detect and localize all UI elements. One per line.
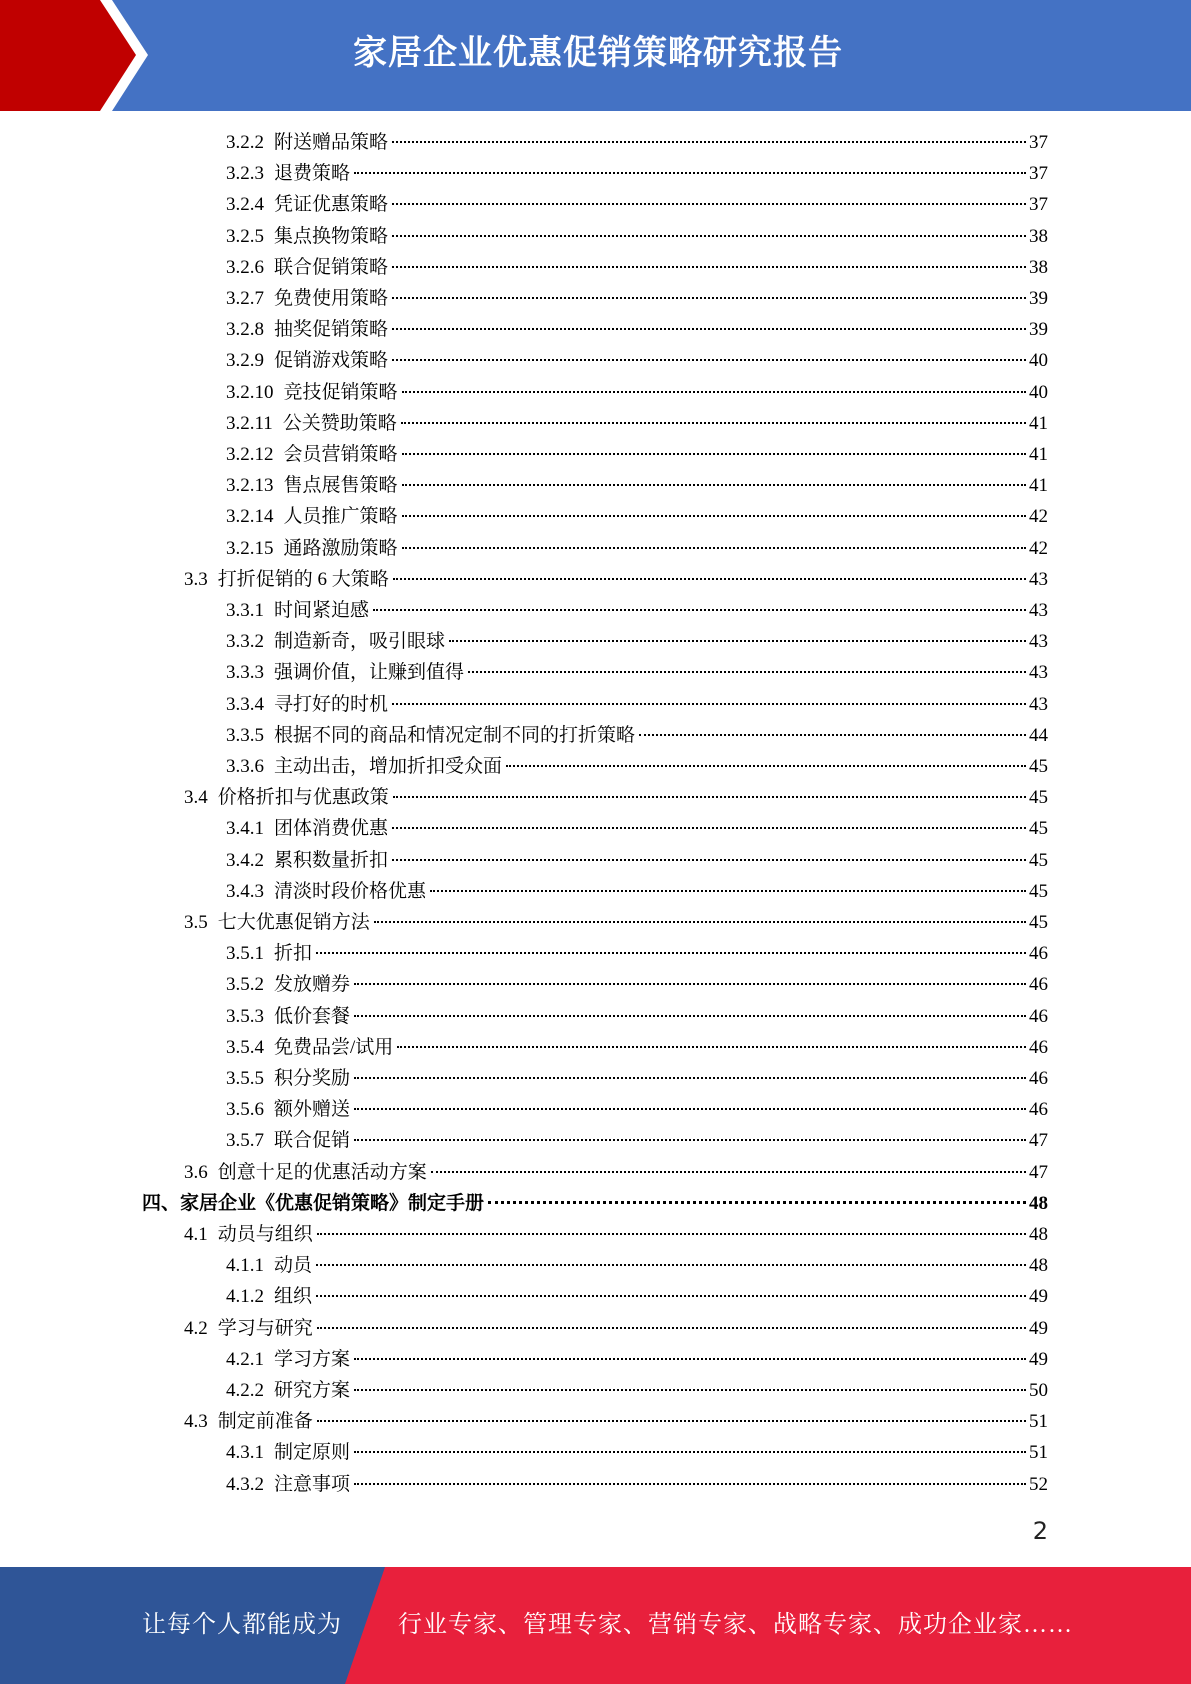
page-header — [0, 0, 1191, 111]
toc-entry-page: 45 — [1029, 880, 1048, 902]
toc-dot-leader — [639, 734, 1026, 736]
toc-entry-title: 时间紧迫感 — [274, 600, 370, 621]
toc-entry-title: 价格折扣与优惠政策 — [217, 787, 389, 809]
toc-entry[interactable] — [226, 938, 1048, 969]
toc-entry-page: 47 — [1029, 1130, 1048, 1152]
toc-dot-leader — [354, 1483, 1026, 1485]
toc-entry-title: 寻打好的时机 — [274, 693, 389, 715]
toc-entry-number: 3.3 — [184, 568, 208, 590]
toc-entry-title: 注意事项 — [274, 1473, 351, 1495]
toc-entry-title: 免费使用策略 — [274, 288, 389, 309]
toc-dot-leader — [374, 921, 1026, 923]
toc-entry-number: 3.5.3 — [226, 1005, 264, 1027]
toc-entry-page: 41 — [1029, 412, 1048, 434]
toc-entry-title: 低价套餐 — [274, 1005, 351, 1027]
toc-dot-leader — [354, 172, 1026, 174]
toc-dot-leader — [488, 1201, 1026, 1204]
toc-entry-title: 促销游戏策略 — [274, 350, 389, 372]
toc-entry-number: 3.2.7 — [226, 288, 264, 309]
toc-entry-title: 通路激励策略 — [283, 537, 398, 559]
toc-entry-page: 43 — [1029, 568, 1048, 590]
toc-entry-page: 42 — [1029, 506, 1048, 528]
toc-entry-title: 人员推广策略 — [283, 506, 398, 528]
toc-dot-leader — [402, 515, 1026, 517]
toc-entry[interactable] — [226, 439, 1048, 470]
toc-entry-title: 学习与研究 — [217, 1317, 313, 1339]
toc-entry-title: 附送赠品策略 — [274, 132, 389, 153]
toc-entry-page: 48 — [1029, 1192, 1048, 1214]
toc-entry[interactable] — [226, 408, 1048, 439]
toc-dot-leader — [468, 671, 1026, 673]
toc-entry[interactable] — [226, 751, 1048, 782]
toc-dot-leader — [402, 484, 1026, 486]
toc-dot-leader — [354, 1077, 1026, 1079]
toc-entry-number: 4.3.2 — [226, 1473, 264, 1495]
toc-entry[interactable] — [226, 1032, 1048, 1063]
toc-entry-title: 集点换物策略 — [274, 225, 389, 247]
toc-entry-title: 竞技促销策略 — [283, 381, 398, 403]
toc-entry[interactable] — [226, 501, 1048, 532]
toc-dot-leader — [317, 1233, 1026, 1235]
toc-entry-title: 退费策略 — [274, 163, 351, 185]
toc-dot-leader — [392, 297, 1026, 299]
toc-dot-leader — [402, 453, 1026, 455]
toc-entry-title: 累积数量折扣 — [274, 849, 389, 871]
toc-entry[interactable] — [226, 377, 1048, 408]
toc-dot-leader — [402, 391, 1026, 393]
toc-entry-number: 3.3.3 — [226, 662, 264, 684]
toc-entry-number: 3.2.4 — [226, 194, 264, 216]
toc-entry[interactable] — [226, 1063, 1048, 1094]
toc-entry-number: 3.4.3 — [226, 880, 264, 902]
toc-dot-leader — [392, 141, 1026, 143]
toc-entry[interactable] — [226, 221, 1048, 252]
toc-entry-title: 免费品尝/试用 — [274, 1036, 394, 1058]
toc-entry[interactable] — [226, 657, 1048, 688]
toc-entry-page: 45 — [1029, 849, 1048, 871]
toc-entry[interactable] — [226, 533, 1048, 564]
toc-entry[interactable] — [184, 564, 1048, 595]
toc-entry-title: 联合促销策略 — [274, 256, 389, 278]
toc-entry-title: 售点展售策略 — [283, 475, 398, 497]
toc-entry[interactable] — [226, 470, 1048, 501]
page-footer — [0, 1567, 1191, 1684]
toc-dot-leader — [373, 609, 1026, 611]
toc-entry-page: 42 — [1029, 537, 1048, 559]
toc-entry-title: 组织 — [274, 1286, 313, 1308]
toc-dot-leader — [354, 1451, 1026, 1453]
toc-dot-leader — [392, 827, 1026, 829]
toc-entry-page: 37 — [1029, 132, 1048, 153]
toc-dot-leader — [354, 1015, 1026, 1017]
toc-dot-leader — [354, 1108, 1026, 1110]
toc-entry[interactable] — [226, 345, 1048, 376]
toc-dot-leader — [354, 983, 1026, 985]
toc-entry-number: 3.3.5 — [226, 724, 264, 746]
toc-entry-page: 37 — [1029, 163, 1048, 185]
toc-entry-title: 制定原则 — [274, 1442, 351, 1464]
toc-entry-page: 37 — [1029, 194, 1048, 216]
toc-entry[interactable] — [226, 969, 1048, 1000]
toc-entry-number: 4.2 — [184, 1317, 208, 1339]
toc-entry-page: 52 — [1029, 1473, 1048, 1495]
toc-entry-page: 39 — [1029, 319, 1048, 341]
toc-dot-leader — [317, 1327, 1026, 1329]
toc-dot-leader — [401, 422, 1026, 424]
toc-entry-number: 3.2.10 — [226, 381, 274, 403]
toc-dot-leader — [431, 1171, 1026, 1173]
toc-entry-number: 3.2.9 — [226, 350, 264, 372]
toc-entry-page: 46 — [1029, 1068, 1048, 1089]
toc-entry-page: 43 — [1029, 631, 1048, 653]
toc-entry-page: 40 — [1029, 350, 1048, 372]
toc-entry-number: 4.2.2 — [226, 1380, 264, 1401]
toc-entry[interactable] — [142, 1188, 1048, 1219]
toc-entry-page: 45 — [1029, 787, 1048, 809]
toc-entry-page: 50 — [1029, 1380, 1048, 1401]
toc-entry-title: 创意十足的优惠活动方案 — [217, 1161, 427, 1183]
page-number: 2 — [1032, 1517, 1048, 1545]
toc-dot-leader — [316, 952, 1026, 954]
toc-entry-number: 4.1 — [184, 1224, 208, 1245]
toc-entry[interactable] — [226, 127, 1048, 158]
toc-entry-number: 4.3 — [184, 1411, 208, 1433]
toc-entry-page: 49 — [1029, 1286, 1048, 1308]
footer-slogan-left: 让每个人都能成为 — [142, 1612, 342, 1638]
toc-dot-leader — [317, 1420, 1026, 1422]
toc-entry-title: 学习方案 — [274, 1348, 351, 1370]
toc-entry-page: 48 — [1029, 1255, 1048, 1277]
toc-entry-page: 43 — [1029, 693, 1048, 715]
toc-entry-page: 49 — [1029, 1317, 1048, 1339]
toc-entry[interactable] — [226, 876, 1048, 907]
toc-entry[interactable] — [184, 907, 1048, 938]
toc-entry[interactable] — [184, 1406, 1048, 1437]
toc-entry[interactable] — [226, 845, 1048, 876]
toc-entry[interactable] — [226, 252, 1048, 283]
toc-entry-number: 4.3.1 — [226, 1442, 264, 1464]
toc-entry-page: 41 — [1029, 444, 1048, 465]
toc-entry[interactable] — [226, 1281, 1048, 1312]
toc-entry-number: 3.3.1 — [226, 600, 264, 621]
toc-entry[interactable] — [184, 1219, 1048, 1250]
toc-entry-number: 3.5.6 — [226, 1099, 264, 1121]
toc-entry-number: 4.1.2 — [226, 1286, 264, 1308]
toc-entry-page: 45 — [1029, 818, 1048, 840]
toc-entry-title: 额外赠送 — [274, 1099, 351, 1121]
toc-entry-number: 3.3.2 — [226, 631, 264, 653]
toc-entry-number: 3.5.1 — [226, 943, 264, 965]
toc-entry[interactable] — [226, 283, 1048, 314]
toc-entry-number: 3.5.7 — [226, 1130, 264, 1152]
toc-dot-leader — [449, 640, 1026, 642]
toc-entry[interactable] — [226, 1375, 1048, 1406]
toc-entry[interactable] — [226, 689, 1048, 720]
toc-entry-title: 联合促销 — [274, 1130, 351, 1152]
toc-entry-number: 3.2.5 — [226, 225, 264, 247]
toc-dot-leader — [397, 1046, 1026, 1048]
toc-dot-leader — [316, 1295, 1026, 1297]
toc-entry-title: 团体消费优惠 — [274, 818, 389, 840]
document-title: 家居企业优惠促销策略研究报告 — [353, 33, 843, 73]
toc-entry-title: 主动出击，增加折扣受众面 — [274, 756, 503, 777]
toc-entry[interactable] — [226, 1469, 1048, 1500]
toc-entry[interactable] — [226, 595, 1048, 626]
toc-entry-title: 凭证优惠策略 — [274, 194, 389, 216]
toc-entry-number: 3.5.4 — [226, 1036, 264, 1058]
toc-entry-title: 四、家居企业《优惠促销策略》制定手册 — [142, 1192, 485, 1214]
toc-dot-leader — [392, 235, 1026, 237]
toc-entry-page: 38 — [1029, 225, 1048, 247]
toc-entry-page: 46 — [1029, 943, 1048, 965]
toc-entry[interactable] — [226, 189, 1048, 220]
toc-entry-title: 制造新奇，吸引眼球 — [274, 631, 446, 653]
toc-entry-title: 公关赞助策略 — [282, 412, 397, 434]
toc-entry-number: 3.2.2 — [226, 132, 264, 153]
toc-entry-number: 3.3.6 — [226, 756, 264, 777]
toc-entry-number: 3.4 — [184, 787, 208, 809]
toc-entry-page: 43 — [1029, 662, 1048, 684]
toc-entry-title: 折扣 — [274, 943, 313, 965]
toc-dot-leader — [430, 890, 1026, 892]
toc-entry[interactable] — [184, 1313, 1048, 1344]
toc-dot-leader — [354, 1389, 1026, 1391]
toc-entry-number: 4.2.1 — [226, 1348, 264, 1370]
toc-dot-leader — [392, 328, 1026, 330]
toc-dot-leader — [392, 859, 1026, 861]
toc-entry[interactable] — [226, 1125, 1048, 1156]
toc-dot-leader — [402, 547, 1026, 549]
toc-dot-leader — [392, 703, 1026, 705]
toc-entry-number: 3.2.11 — [226, 412, 273, 434]
toc-entry-page: 46 — [1029, 974, 1048, 996]
toc-entry-number: 3.6 — [184, 1161, 208, 1183]
toc-entry-title: 强调价值，让赚到值得 — [274, 662, 465, 684]
toc-entry-number: 4.1.1 — [226, 1255, 264, 1277]
toc-dot-leader — [392, 203, 1026, 205]
toc-entry-title: 动员 — [274, 1255, 313, 1277]
toc-entry[interactable] — [184, 1157, 1048, 1188]
toc-entry[interactable] — [226, 1001, 1048, 1032]
toc-entry[interactable] — [226, 158, 1048, 189]
toc-entry[interactable] — [226, 813, 1048, 844]
toc-entry-number: 3.4.1 — [226, 818, 264, 840]
toc-entry-page: 47 — [1029, 1161, 1048, 1183]
toc-entry[interactable] — [226, 1094, 1048, 1125]
toc-entry-title: 制定前准备 — [217, 1411, 313, 1433]
toc-entry[interactable] — [226, 720, 1048, 751]
toc-dot-leader — [506, 765, 1026, 767]
toc-entry-page: 46 — [1029, 1099, 1048, 1121]
toc-entry-page: 48 — [1029, 1224, 1048, 1245]
toc-dot-leader — [354, 1358, 1026, 1360]
toc-entry-number: 3.2.15 — [226, 537, 274, 559]
toc-entry-number: 3.2.12 — [226, 444, 274, 465]
toc-entry-number: 3.5.5 — [226, 1068, 264, 1089]
toc-entry-number: 3.2.8 — [226, 319, 264, 341]
toc-entry[interactable] — [226, 314, 1048, 345]
footer-slogan-right: 行业专家、管理专家、营销专家、战略专家、成功企业家…… — [398, 1612, 1073, 1638]
toc-entry-title: 发放赠券 — [274, 974, 351, 996]
toc-entry-number: 3.4.2 — [226, 849, 264, 871]
toc-entry-title: 抽奖促销策略 — [274, 319, 389, 341]
toc-entry-page: 44 — [1029, 724, 1048, 746]
toc-entry-title: 打折促销的 6 大策略 — [217, 568, 389, 590]
toc-entry-number: 3.5.2 — [226, 974, 264, 996]
toc-entry[interactable] — [226, 626, 1048, 657]
toc-entry[interactable] — [226, 1250, 1048, 1281]
toc-entry[interactable] — [226, 1437, 1048, 1468]
toc-entry-page: 49 — [1029, 1348, 1048, 1370]
toc-entry[interactable] — [184, 782, 1048, 813]
toc-entry-title: 研究方案 — [274, 1380, 351, 1401]
toc-entry-number: 3.3.4 — [226, 693, 264, 715]
toc-entry-page: 45 — [1029, 756, 1048, 777]
toc-entry-number: 3.2.3 — [226, 163, 264, 185]
toc-entry[interactable] — [226, 1344, 1048, 1375]
toc-entry-title: 清淡时段价格优惠 — [274, 880, 427, 902]
toc-entry-number: 3.2.13 — [226, 475, 274, 497]
toc-entry-title: 动员与组织 — [217, 1224, 313, 1245]
toc-dot-leader — [393, 578, 1026, 580]
toc-entry-page: 46 — [1029, 1005, 1048, 1027]
toc-entry-page: 39 — [1029, 288, 1048, 309]
toc-dot-leader — [393, 796, 1026, 798]
toc-entry-page: 51 — [1029, 1442, 1048, 1464]
toc-entry-number: 3.2.6 — [226, 256, 264, 278]
toc-entry-number: 3.2.14 — [226, 506, 274, 528]
toc-entry-page: 38 — [1029, 256, 1048, 278]
toc-entry-number: 3.5 — [184, 912, 208, 933]
toc-dot-leader — [354, 1139, 1026, 1141]
toc-entry-page: 46 — [1029, 1036, 1048, 1058]
toc-dot-leader — [316, 1264, 1026, 1266]
toc-entry-title: 根据不同的商品和情况定制不同的打折策略 — [274, 724, 636, 746]
toc-entry-page: 43 — [1029, 600, 1048, 621]
toc-entry-page: 51 — [1029, 1411, 1048, 1433]
toc-entry-title: 会员营销策略 — [283, 444, 398, 465]
toc-entry-title: 积分奖励 — [274, 1068, 351, 1089]
toc-entry-page: 40 — [1029, 381, 1048, 403]
toc-entry-page: 45 — [1029, 912, 1048, 933]
toc-dot-leader — [392, 359, 1026, 361]
toc-entry-title: 七大优惠促销方法 — [217, 912, 370, 933]
toc-dot-leader — [392, 266, 1026, 268]
toc-entry-page: 41 — [1029, 475, 1048, 497]
